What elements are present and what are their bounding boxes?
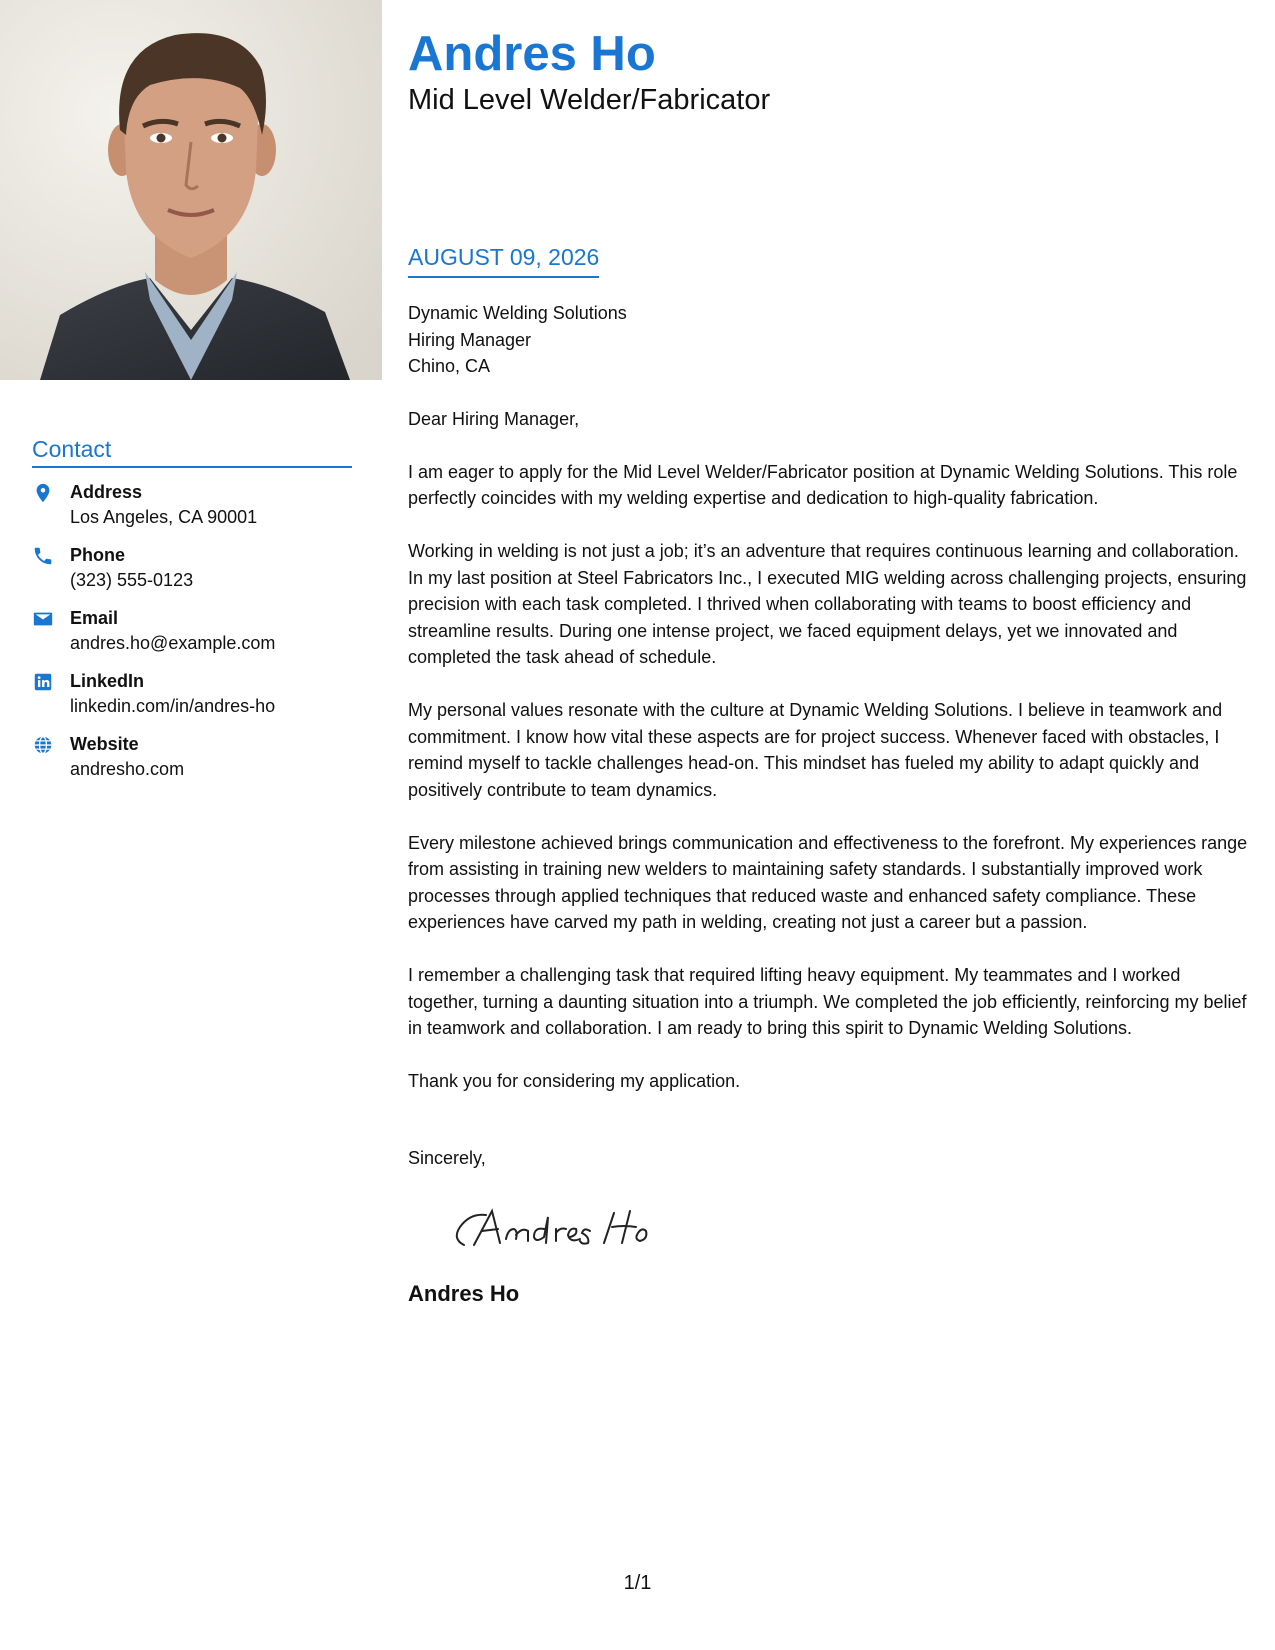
contact-linkedin bbox=[32, 669, 352, 719]
signature-icon bbox=[444, 1199, 664, 1259]
letter-paragraph: Working in welding is not just a job; it’s an adventure that requires continuous learning and collaboration. In my last position at Steel Fabricators Inc., I executed MIG welding across challenging projects, ensuring precision with each task completed. I thrived when collaborating with teams to boost efficiency and streamline results. During one intense project, we faced equipment delays, yet we innovated and completed the task ahead of schedule. bbox=[408, 541, 1247, 667]
signature-image bbox=[444, 1199, 1253, 1259]
contact-sidebar bbox=[32, 436, 352, 795]
cover-letter bbox=[408, 26, 1253, 1307]
address-value: Los Angeles, CA 90001 bbox=[70, 507, 258, 527]
location-pin-icon bbox=[32, 482, 54, 504]
linkedin-value[interactable]: linkedin.com/in/andres-ho bbox=[70, 696, 276, 716]
applicant-name: Andres Ho bbox=[408, 27, 656, 81]
phone-value: (323) 555-0123 bbox=[70, 570, 194, 590]
contact-website bbox=[32, 732, 352, 782]
portrait-photo-icon bbox=[0, 0, 382, 380]
contact-label: Email bbox=[70, 608, 119, 628]
contact-phone bbox=[32, 543, 352, 593]
contact-heading: Contact bbox=[32, 436, 352, 468]
signer-name: Andres Ho bbox=[408, 1280, 520, 1306]
letter-date: AUGUST 09, 2026 bbox=[408, 244, 599, 278]
contact-label: LinkedIn bbox=[70, 671, 145, 691]
letter-paragraph: Every milestone achieved brings communication and effectiveness to the forefront. My experiences range from assisting in training new welders to maintaining safety standards. I substantially improved work processes through applied techniques that reduced waste and enhanced safety compliance. These experiences have carved my path in welding, creating not just a career but a passion. bbox=[408, 832, 1248, 932]
recipient-location: Chino, CA bbox=[408, 356, 491, 376]
contact-email bbox=[32, 606, 352, 656]
letter-paragraph: Thank you for considering my application. bbox=[408, 1071, 741, 1091]
contact-label: Phone bbox=[70, 545, 126, 565]
job-title: Mid Level Welder/Fabricator bbox=[408, 84, 771, 116]
phone-icon bbox=[32, 545, 54, 567]
closing: Sincerely, bbox=[408, 1147, 486, 1168]
salutation: Dear Hiring Manager, bbox=[408, 408, 580, 429]
page-number: 1/1 bbox=[623, 1572, 652, 1594]
contact-label: Address bbox=[70, 482, 143, 502]
letter-paragraph: I am eager to apply for the Mid Level Welder/Fabricator position at Dynamic Welding Solutions. This role perfectly coincides with my welding expertise and dedication to high-quality fabrication. bbox=[408, 461, 1238, 508]
contact-label: Website bbox=[70, 734, 139, 754]
website-value[interactable]: andresho.com bbox=[70, 759, 185, 779]
email-value[interactable]: andres.ho@example.com bbox=[70, 633, 276, 653]
profile-photo bbox=[0, 0, 382, 380]
globe-icon bbox=[32, 734, 54, 756]
linkedin-icon bbox=[32, 671, 54, 693]
recipient-block bbox=[408, 300, 1253, 380]
email-icon bbox=[32, 608, 54, 630]
contact-address bbox=[32, 480, 352, 530]
recipient-role: Hiring Manager bbox=[408, 329, 532, 350]
letter-paragraph: I remember a challenging task that required lifting heavy equipment. My teammates and I worked together, turning a daunting situation into a triumph. We completed the job efficiently, reinforcing my belief in teamwork and collaboration. I am ready to bring this spirit to Dynamic Welding Solutions. bbox=[408, 965, 1247, 1038]
recipient-company: Dynamic Welding Solutions bbox=[408, 303, 627, 323]
letter-paragraph: My personal values resonate with the culture at Dynamic Welding Solutions. I believe in teamwork and commitment. I know how vital these aspects are for project success. Whenever faced with obstacles, I remind myself to tackle challenges head-on. This mindset has fueled my ability to adapt quickly and positively contribute to team dynamics. bbox=[408, 700, 1223, 800]
